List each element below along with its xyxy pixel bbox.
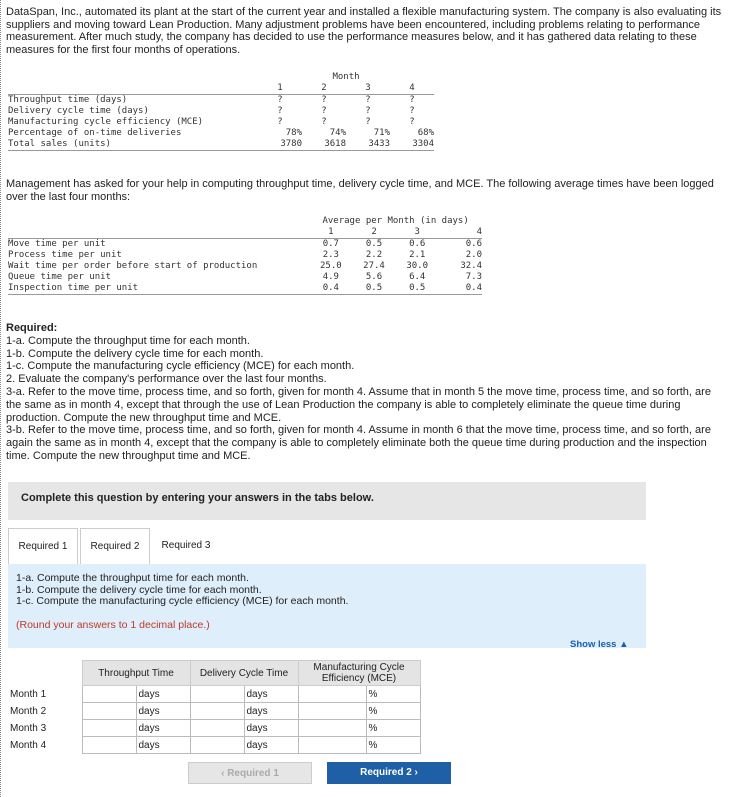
- table-row: Manufacturing cycle efficiency (MCE) ? ? ? ?: [8, 117, 415, 127]
- table-row: Move time per unit 0.7 0.5 0.6 0.6: [8, 239, 482, 249]
- mce-input[interactable]: [299, 704, 366, 719]
- mce-input[interactable]: [299, 721, 366, 736]
- next-button[interactable]: Required 2 ›: [327, 762, 451, 784]
- mce-input[interactable]: [299, 687, 366, 702]
- month-col-3: 3: [365, 83, 371, 93]
- mce-header: Manufacturing Cycle Efficiency (MCE): [298, 661, 420, 686]
- delivery-input[interactable]: [191, 721, 244, 736]
- delivery-input[interactable]: [191, 687, 244, 702]
- mce-input[interactable]: [299, 738, 366, 753]
- answer-row: Month 3 days days %: [8, 720, 420, 737]
- answer-row: Month 2 days days %: [8, 703, 420, 720]
- month-col-2: 2: [371, 227, 377, 237]
- answer-row: Month 1 days days %: [8, 686, 420, 703]
- tab-required-3[interactable]: Required 3: [152, 528, 220, 564]
- delivery-input[interactable]: [191, 738, 244, 753]
- management-request: Management has asked for your help in computing throughput time, delivery cycle time, and MCE. The following average times have been logged over the last four months:: [6, 178, 714, 203]
- problem-intro: DataSpan, Inc., automated its plant at the start of the current year and installed a flexible manufacturing system. The company is also evaluating its suppliers and moving toward Lean Production. Many adjustment problems have been encountered, including problems relating to performance measurement. After much study, the company has decided to use the performance measures below, and it has gathered data relating to these measures for the first four months of operations.: [6, 6, 722, 56]
- panel-line: 1-b. Compute the delivery cycle time for each month.: [16, 583, 262, 596]
- average-header: Average per Month (in days): [322, 216, 469, 226]
- panel-line: 1-c. Compute the manufacturing cycle efficiency (MCE) for each month.: [16, 595, 349, 607]
- table-row: Throughput time (days) ? ? ? ?: [8, 95, 415, 105]
- required-section: [6, 322, 726, 463]
- month-col-3: 3: [414, 227, 420, 237]
- table-row: Total sales (units) 3780 3618 3433 3304: [8, 139, 434, 149]
- table-row: Percentage of on-time deliveries 78% 74% 71% 68%: [8, 128, 434, 138]
- month-header: Month: [332, 72, 360, 82]
- delivery-input[interactable]: [191, 704, 244, 719]
- required-title: Required:: [6, 322, 58, 334]
- panel-line: 1-a. Compute the throughput time for each month.: [16, 572, 249, 584]
- answer-table: [8, 660, 434, 754]
- show-less-link[interactable]: Show less ▲: [570, 639, 629, 650]
- tab-panel: [8, 564, 646, 648]
- month-col-4: 4: [409, 83, 415, 93]
- throughput-input[interactable]: [83, 738, 136, 753]
- required-item: 1-b. Compute the delivery cycle time for each month.: [6, 347, 264, 360]
- required-item: 3-b. Refer to the move time, process time, and so forth, given for month 4. Assume in month 6 that the move time, process time, and so forth, are again the same as in month 4, except that the company is able to completely eliminate both the queue time during production and the inspection time. Compute the new throughput time and MCE.: [6, 424, 711, 462]
- rounding-note: (Round your answers to 1 decimal place.): [16, 618, 210, 631]
- answer-row: Month 4 days days %: [8, 737, 420, 754]
- performance-measures-table: [8, 72, 434, 151]
- required-item: 1-a. Compute the throughput time for each month.: [6, 334, 250, 347]
- tab-required-2[interactable]: Required 2: [80, 528, 150, 564]
- required-item: 3-a. Refer to the move time, process time, and so forth, given for month 4. Assume that in month 5 the move time, process time, and so forth, are the same as in month 4, except that through the use of Lean Production the company is able to completely eliminate the queue time during production. Compute the new throughput time and MCE.: [6, 385, 711, 424]
- month-col-1: 1: [277, 83, 283, 93]
- throughput-input[interactable]: [83, 704, 136, 719]
- throughput-input[interactable]: [83, 687, 136, 702]
- table-row: Wait time per order before start of production 25.0 27.4 30.0 32.4: [8, 261, 482, 271]
- required-item: 1-c. Compute the manufacturing cycle efficiency (MCE) for each month.: [6, 360, 355, 373]
- complete-banner: Complete this question by entering your answers in the tabs below.: [8, 482, 646, 520]
- table-row: Process time per unit 2.3 2.2 2.1 2.0: [8, 250, 482, 260]
- throughput-header: Throughput Time: [82, 661, 190, 686]
- tab-required-1[interactable]: Required 1: [8, 528, 78, 564]
- table-row: Inspection time per unit 0.4 0.5 0.5 0.4: [8, 283, 482, 293]
- required-item: 2. Evaluate the company's performance over the last four months.: [6, 373, 327, 386]
- month-col-4: 4: [476, 227, 482, 237]
- month-col-1: 1: [328, 227, 334, 237]
- throughput-input[interactable]: [83, 721, 136, 736]
- delivery-header: Delivery Cycle Time: [190, 661, 298, 686]
- table-row: Delivery cycle time (days) ? ? ? ?: [8, 106, 415, 116]
- prev-button[interactable]: ‹ Required 1: [188, 762, 312, 784]
- average-times-table: [8, 216, 482, 295]
- table-row: Queue time per unit 4.9 5.6 6.4 7.3: [8, 272, 482, 282]
- month-col-2: 2: [321, 83, 327, 93]
